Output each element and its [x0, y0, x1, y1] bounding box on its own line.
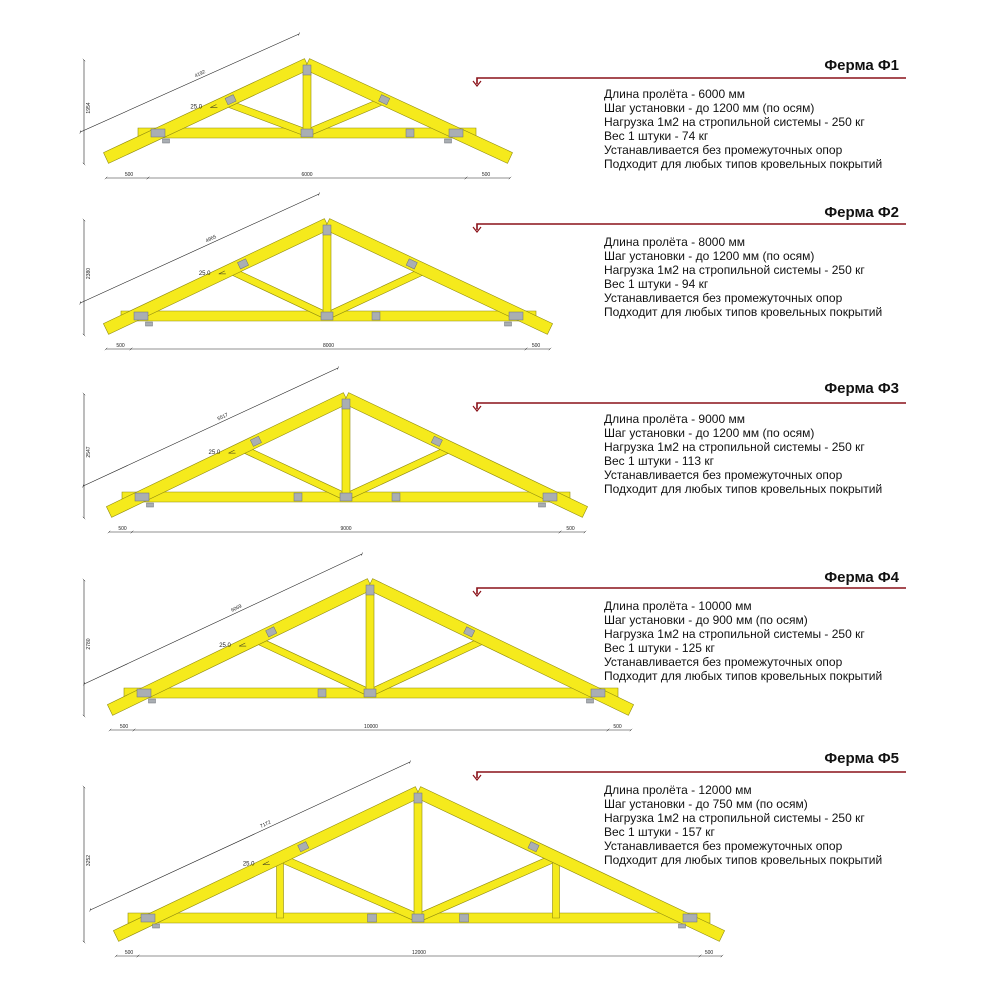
- rafter-left: [104, 59, 310, 164]
- support-pad-left: [146, 322, 153, 326]
- spec-line: Длина пролёта - 8000 мм: [604, 235, 745, 249]
- post-right: [553, 857, 560, 918]
- spec-line: Вес 1 штуки - 74 кг: [604, 129, 709, 143]
- spec-line: Длина пролёта - 6000 мм: [604, 87, 745, 101]
- support-pad-left: [163, 139, 170, 143]
- heel-plate-left: [137, 689, 151, 697]
- apex-plate: [366, 585, 374, 595]
- chord-splice-plate: [406, 129, 414, 137]
- spec-line: Подходит для любых типов кровельных покрытий: [604, 157, 883, 171]
- king-post: [303, 72, 311, 133]
- support-pad-right: [539, 503, 546, 507]
- web-right: [416, 854, 557, 922]
- overhang-right-label: 500: [531, 343, 541, 349]
- support-pad-left: [147, 503, 154, 507]
- rafter-dimension: [84, 554, 362, 684]
- pitch-angle-label: 25.0: [219, 643, 231, 650]
- truss-title: Ферма Ф1: [824, 57, 899, 74]
- post-left: [277, 858, 284, 918]
- apex-plate: [342, 399, 350, 409]
- heel-plate-left: [141, 914, 155, 922]
- overhang-left-label: 500: [116, 343, 125, 349]
- king-post: [342, 406, 350, 497]
- span-label: 9000: [340, 526, 352, 532]
- heel-plate-right: [683, 914, 697, 922]
- center-plate: [340, 493, 352, 501]
- chord-splice-plate-1: [368, 914, 377, 922]
- rafter-right: [305, 59, 513, 164]
- rafter-length-label: 6069: [230, 603, 243, 614]
- truss-2: [80, 194, 906, 349]
- span-label: 6000: [301, 172, 313, 178]
- heel-plate-right: [591, 689, 605, 697]
- span-label: 8000: [322, 343, 335, 349]
- support-pad-right: [679, 924, 686, 928]
- pitch-angle-label: 25.0: [198, 270, 211, 277]
- center-plate: [364, 689, 376, 697]
- title-leader-line: [477, 224, 906, 230]
- king-post: [323, 232, 331, 316]
- truss-1: [80, 34, 906, 178]
- rafter-length-label: 5517: [216, 412, 230, 423]
- spec-line: Вес 1 штуки - 125 кг: [604, 641, 715, 655]
- pitch-angle-label: 25.0: [242, 861, 255, 868]
- title-leader-line: [477, 78, 906, 84]
- spec-line: Устанавливается без промежуточных опор: [604, 468, 843, 482]
- truss-4: [84, 554, 906, 730]
- height-label: 1954: [86, 102, 92, 114]
- truss-3: [83, 368, 906, 532]
- height-label: 2380: [86, 267, 92, 280]
- spec-line: Шаг установки - до 1200 мм (по осям): [604, 101, 815, 115]
- overhang-left-label: 500: [124, 950, 134, 956]
- pitch-angle-label: 25.0: [208, 450, 221, 457]
- support-pad-right: [587, 699, 594, 703]
- heel-plate-right: [543, 493, 557, 501]
- truss-title: Ферма Ф4: [824, 569, 899, 586]
- span-label: 10000: [364, 724, 378, 730]
- spec-line: Длина пролёта - 10000 мм: [604, 599, 752, 613]
- spec-line: Шаг установки - до 1200 мм (по осям): [604, 426, 815, 440]
- web-left: [254, 636, 371, 696]
- center-plate: [321, 312, 333, 320]
- spec-line: Устанавливается без промежуточных опор: [604, 655, 843, 669]
- truss-5: [84, 750, 906, 956]
- height-label: 2547: [86, 446, 92, 458]
- center-plate: [412, 914, 424, 922]
- spec-line: Устанавливается без промежуточных опор: [604, 291, 843, 305]
- spec-line: Шаг установки - до 1200 мм (по осям): [604, 249, 815, 263]
- heel-plate-left: [134, 312, 148, 320]
- chord-splice-plate-2: [460, 914, 469, 922]
- overhang-right-label: 500: [704, 950, 714, 956]
- rafter-length-label: 4192: [193, 69, 207, 80]
- pitch-angle-label: 25.0: [190, 104, 203, 111]
- spec-line: Нагрузка 1м2 на стропильной системы - 250 кг: [604, 811, 865, 825]
- spec-line: Подходит для любых типов кровельных покрытий: [604, 853, 883, 867]
- overhang-left-label: 500: [118, 526, 127, 532]
- spec-line: Вес 1 штуки - 157 кг: [604, 825, 715, 839]
- overhang-right-label: 500: [481, 172, 491, 178]
- chord-splice-plate-2: [392, 493, 400, 501]
- spec-line: Нагрузка 1м2 на стропильной системы - 250 кг: [604, 627, 865, 641]
- title-leader-line: [477, 772, 906, 778]
- chord-splice-plate-1: [294, 493, 302, 501]
- spec-line: Подходит для любых типов кровельных покрытий: [604, 669, 883, 683]
- center-plate: [301, 129, 313, 137]
- height-label: 3252: [86, 854, 92, 867]
- rafter-length-label: 4965: [204, 234, 218, 245]
- apex-plate: [414, 793, 422, 803]
- spec-line: Нагрузка 1м2 на стропильной системы - 250 кг: [604, 115, 865, 129]
- heel-plate-left: [135, 493, 149, 501]
- spec-line: Длина пролёта - 12000 мм: [604, 783, 752, 797]
- height-label: 2780: [86, 638, 92, 650]
- overhang-left-label: 500: [119, 724, 129, 730]
- title-leader-line: [477, 403, 906, 409]
- king-post: [414, 800, 422, 918]
- spec-line: Подходит для любых типов кровельных покрытий: [604, 305, 883, 319]
- spec-line: Шаг установки - до 900 мм (по осям): [604, 613, 808, 627]
- heel-plate-right: [509, 312, 523, 320]
- spec-line: Длина пролёта - 9000 мм: [604, 412, 745, 426]
- spec-line: Нагрузка 1м2 на стропильной системы - 250 кг: [604, 263, 865, 277]
- chord-splice-plate: [318, 689, 326, 697]
- web-left: [278, 854, 419, 922]
- span-label: 12000: [412, 950, 426, 956]
- spec-line: Нагрузка 1м2 на стропильной системы - 250 кг: [604, 440, 865, 454]
- spec-line: Вес 1 штуки - 113 кг: [604, 454, 714, 468]
- support-pad-left: [153, 924, 160, 928]
- truss-title: Ферма Ф2: [824, 204, 899, 221]
- heel-plate-right: [449, 129, 463, 137]
- rafter-length-label: 7172: [259, 819, 272, 830]
- truss-title: Ферма Ф3: [824, 380, 899, 397]
- overhang-right-label: 500: [613, 724, 622, 730]
- spec-line: Вес 1 штуки - 94 кг: [604, 277, 709, 291]
- web-right: [369, 636, 487, 696]
- title-leader-line: [477, 588, 906, 594]
- rafter-dimension: [90, 762, 410, 910]
- truss-title: Ферма Ф5: [824, 750, 899, 767]
- support-pad-right: [445, 139, 452, 143]
- spec-line: Шаг установки - до 750 мм (по осям): [604, 797, 808, 811]
- overhang-right-label: 500: [566, 526, 575, 532]
- heel-plate-left: [151, 129, 165, 137]
- spec-line: Устанавливается без промежуточных опор: [604, 839, 843, 853]
- spec-line: Устанавливается без промежуточных опор: [604, 143, 843, 157]
- apex-plate: [323, 225, 331, 235]
- overhang-left-label: 500: [124, 172, 134, 178]
- king-post: [366, 592, 374, 693]
- support-pad-right: [505, 322, 512, 326]
- support-pad-left: [149, 699, 156, 703]
- spec-line: Подходит для любых типов кровельных покрытий: [604, 482, 883, 496]
- chord-splice-plate: [372, 312, 380, 320]
- apex-plate: [303, 65, 311, 75]
